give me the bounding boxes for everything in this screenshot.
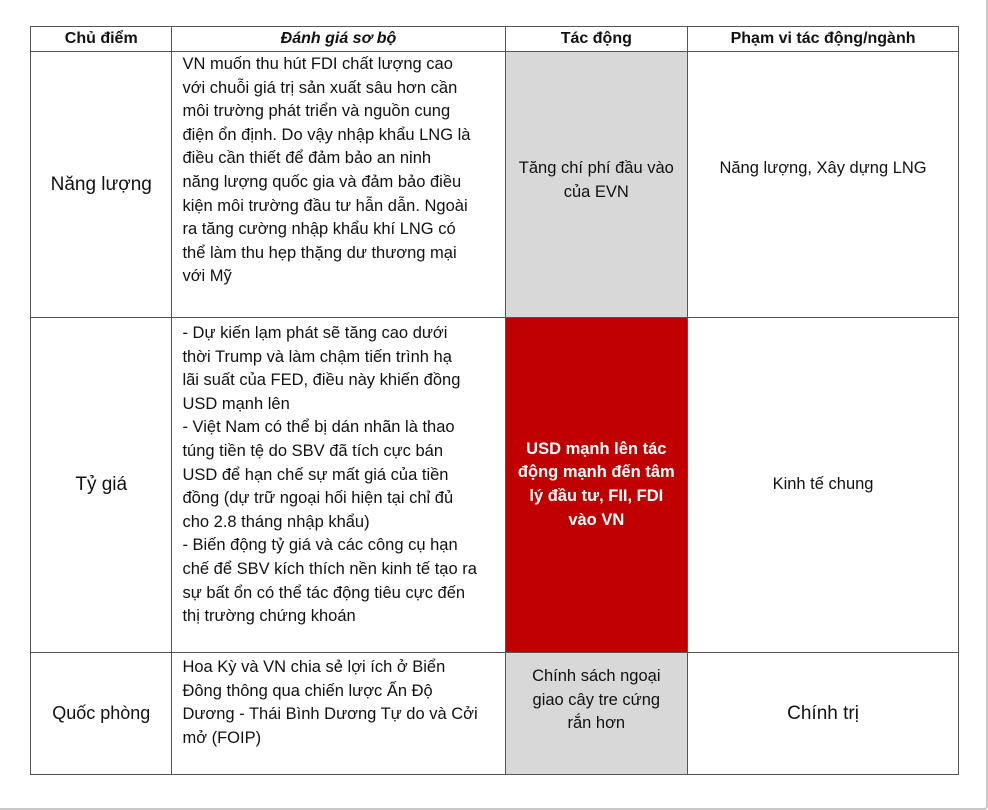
evaluation-line: Đông thông qua chiến lược Ấn Độ: [182, 681, 433, 700]
evaluation-line: môi trường phát triển và nguồn cung: [182, 102, 451, 121]
table-row: [31, 653, 959, 775]
evaluation-line: cho 2.8 tháng nhập khẩu): [182, 512, 370, 531]
impact-cell-highlighted: [505, 318, 688, 653]
evaluation-line: - Biến động tỷ giá và các công cụ hạn: [182, 536, 458, 555]
evaluation-line: USD mạnh lên: [182, 394, 290, 413]
evaluation-line: điện ổn định. Do vậy nhập khẩu LNG là: [182, 125, 471, 144]
topic-cell: Tỷ giá: [31, 318, 172, 653]
evaluation-line: với Mỹ: [182, 267, 232, 286]
evaluation-line: VN muốn thu hút FDI chất lượng cao: [182, 55, 453, 73]
evaluation-cell: [172, 653, 505, 775]
table-row: [31, 318, 959, 653]
impact-line: USD mạnh lên tác: [526, 439, 667, 458]
impact-line: động mạnh đến tâm: [517, 463, 675, 482]
impact-line: vào VN: [568, 510, 625, 529]
evaluation-line: với chuỗi giá trị sản xuất sâu hơn cần: [182, 78, 458, 97]
impact-line: của EVN: [563, 182, 629, 201]
header-impact: Tác động: [505, 27, 688, 52]
impact-line: Tăng chí phí đầu vào: [518, 159, 674, 177]
evaluation-line: lãi suất của FED, điều này khiến đồng: [182, 371, 461, 390]
evaluation-line: sự bất ổn có thể tác động tiêu cực đến: [182, 583, 466, 602]
evaluation-line: năng lượng quốc gia và đảm bảo điều: [182, 172, 462, 191]
scope-cell: Năng lượng, Xây dựng LNG: [688, 52, 959, 318]
evaluation-line: - Dự kiến lạm phát sẽ tăng cao dưới: [182, 324, 448, 342]
evaluation-line: mở (FOIP): [182, 728, 262, 747]
scope-cell: Kinh tế chung: [688, 318, 959, 653]
impact-line: rắn hơn: [567, 714, 626, 733]
evaluation-line: ra tăng cường nhập khẩu khí LNG có: [182, 220, 456, 239]
topic-cell: Quốc phòng: [31, 653, 172, 775]
impact-cell: [505, 653, 688, 775]
evaluation-line: túng tiền tệ do SBV đã tích cực bán: [182, 441, 443, 460]
impact-line: lý đầu tư, FII, FDI: [529, 487, 664, 505]
header-topic: Chủ điểm: [31, 27, 172, 52]
evaluation-line: Hoa Kỳ và VN chia sẻ lợi ích ở Biển: [182, 658, 446, 676]
header-scope: Phạm vi tác động/ngành: [688, 27, 959, 52]
evaluation-line: USD để hạn chế sự mất giá của tiền: [182, 465, 449, 484]
impact-cell: [505, 52, 688, 318]
impact-line: giao cây tre cứng: [532, 690, 661, 709]
evaluation-line: kiện môi trường đầu tư hẫn dẫn. Ngoài: [182, 196, 468, 215]
header-evaluation: Đánh giá sơ bộ: [172, 27, 505, 52]
evaluation-cell: [172, 318, 505, 653]
evaluation-line: điều cần thiết để đảm bảo an ninh: [182, 149, 432, 168]
policy-impact-table: [30, 26, 959, 775]
evaluation-line: chế để SBV kích thích nền kinh tế tạo ra: [182, 559, 477, 578]
evaluation-cell: [172, 52, 505, 318]
evaluation-line: thể làm thu hẹp thặng dư thương mại: [182, 243, 457, 262]
impact-line: Chính sách ngoại: [532, 667, 661, 685]
header-row: [31, 27, 959, 52]
evaluation-line: thời Trump và làm chậm tiến trình hạ: [182, 347, 452, 366]
evaluation-line: Dương - Thái Bình Dương Tự do và Cởi: [182, 705, 478, 724]
table-row: [31, 52, 959, 318]
evaluation-line: đồng (dự trữ ngoại hối hiện tại chỉ đủ: [182, 489, 454, 508]
evaluation-line: - Việt Nam có thể bị dán nhãn là thao: [182, 418, 455, 437]
topic-cell: Năng lượng: [31, 52, 172, 318]
scope-cell: Chính trị: [688, 653, 959, 775]
evaluation-line: thị trường chứng khoán: [182, 607, 356, 626]
